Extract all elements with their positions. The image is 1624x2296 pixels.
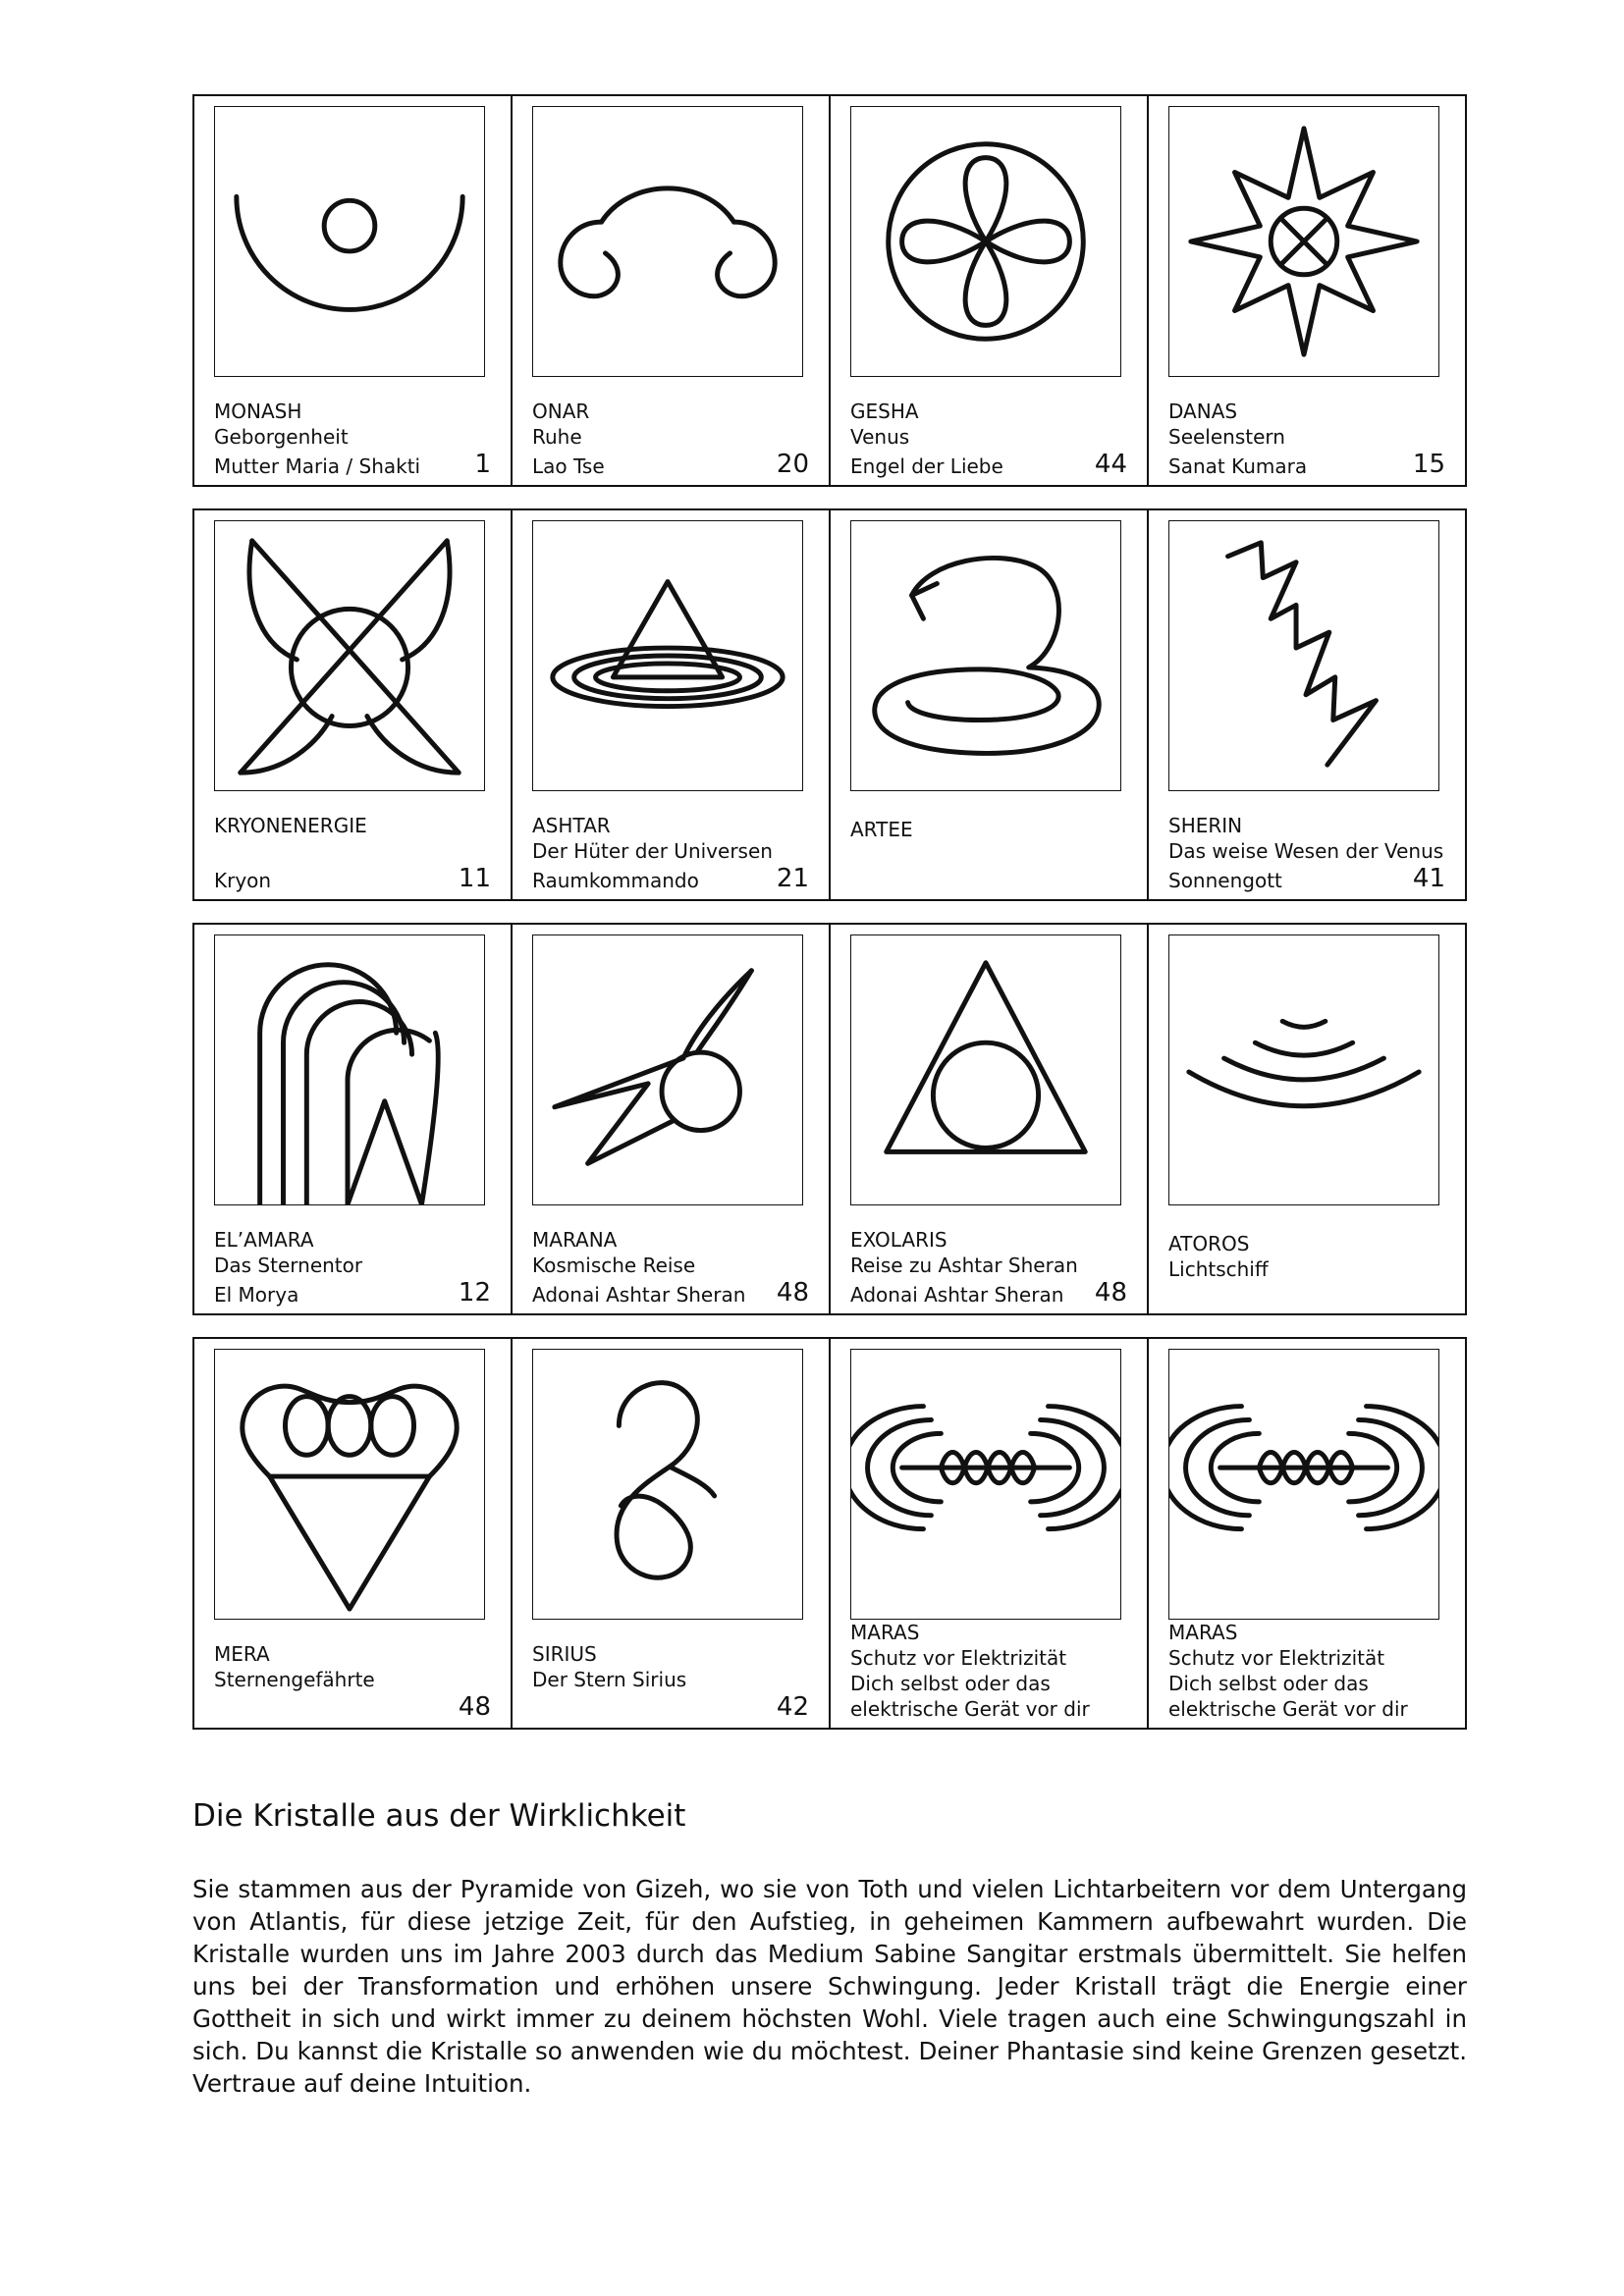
card-name: ARTEE <box>850 818 913 841</box>
crystal-card-monash <box>194 96 513 485</box>
crystal-card-atoros <box>1149 925 1465 1313</box>
crystal-card-exolaris <box>831 925 1149 1313</box>
card-label <box>532 1641 809 1722</box>
ashtar-symbol <box>532 520 803 791</box>
card-number: 41 <box>1412 864 1445 893</box>
crystal-card-onar <box>513 96 831 485</box>
elamara-symbol <box>214 934 485 1205</box>
card-label <box>1168 813 1445 893</box>
card-number: 21 <box>776 864 809 893</box>
card-number: 11 <box>458 864 491 893</box>
crystal-card-sirius <box>513 1339 831 1728</box>
exolaris-symbol <box>850 934 1121 1205</box>
card-label <box>214 1227 491 1308</box>
crystal-row-2 <box>192 508 1467 901</box>
card-name: EXOLARIS <box>850 1228 947 1252</box>
kryonenergie-symbol <box>214 520 485 791</box>
card-name: MERA <box>214 1642 270 1666</box>
card-label <box>1168 1231 1445 1308</box>
card-deity: Mutter Maria / Shakti <box>214 454 421 478</box>
card-label <box>532 399 809 479</box>
card-name: MARAS <box>850 1621 920 1644</box>
card-meaning: Seelenstern <box>1168 425 1285 449</box>
card-meaning: Kosmische Reise <box>532 1254 696 1277</box>
card-meaning: Geborgenheit <box>214 425 349 449</box>
card-meaning: Lichtschiff <box>1168 1257 1269 1281</box>
card-number: 42 <box>776 1692 809 1722</box>
card-meaning: Schutz vor Elektrizität <box>1168 1646 1385 1670</box>
card-deity-2: elektrische Gerät vor dir <box>1168 1697 1408 1721</box>
crystal-card-artee <box>831 510 1149 899</box>
crystal-card-mera <box>194 1339 513 1728</box>
card-name: DANAS <box>1168 400 1238 423</box>
card-number: 48 <box>458 1692 491 1722</box>
card-deity: El Morya <box>214 1283 299 1307</box>
atoros-symbol <box>1168 934 1439 1205</box>
card-number: 12 <box>458 1278 491 1308</box>
card-label <box>850 1620 1127 1722</box>
card-deity: Adonai Ashtar Sheran <box>850 1283 1064 1307</box>
card-meaning: Der Hüter der Universen <box>532 839 773 863</box>
maras-symbol <box>850 1349 1121 1620</box>
artee-symbol <box>850 520 1121 791</box>
card-label <box>214 1641 491 1722</box>
body-paragraph: Sie stammen aus der Pyramide von Gizeh, wo sie von Toth und vielen Lichtarbeitern vor dem Untergang von Atlantis, für diese jetzige Zeit, für den Aufstieg, in geheimen Kammern aufbewahrt wurden. Die Kristalle wurden uns im Jahre 2003 durch das Medium Sabine Sangitar erstmals übermittelt. Sie helfen uns bei der Transformation und erhöhen unsere Schwingung. Jeder Kristall trägt die Energie einer Gottheit in sich und wirkt immer zu deinem höchsten Wohl. Viele tragen auch eine Schwingungszahl in sich. Du kannst die Kristalle so anwenden wie du möchtest. Deiner Phantasie sind keine Grenzen gesetzt. Vertraue auf deine Intuition. <box>192 1875 1467 2098</box>
card-name: ATOROS <box>1168 1232 1250 1255</box>
card-meaning: Der Stern Sirius <box>532 1668 687 1691</box>
card-name: MARAS <box>1168 1621 1238 1644</box>
mera-symbol <box>214 1349 485 1620</box>
card-deity: Engel der Liebe <box>850 454 1003 478</box>
card-label <box>850 817 1127 893</box>
crystal-card-danas <box>1149 96 1465 485</box>
card-name: KRYONENERGIE <box>214 814 367 837</box>
card-name: SIRIUS <box>532 1642 597 1666</box>
card-name: MONASH <box>214 400 302 423</box>
gesha-symbol <box>850 106 1121 377</box>
maras-symbol <box>1168 1349 1439 1620</box>
card-meaning: Venus <box>850 425 910 449</box>
card-label <box>214 399 491 479</box>
card-deity: Kryon <box>214 869 272 892</box>
card-meaning: Schutz vor Elektrizität <box>850 1646 1067 1670</box>
card-number: 15 <box>1412 450 1445 479</box>
card-number: 48 <box>776 1278 809 1308</box>
card-label <box>850 1227 1127 1308</box>
crystal-card-maras-1 <box>831 1339 1149 1728</box>
card-number: 1 <box>474 450 491 479</box>
card-name: MARANA <box>532 1228 618 1252</box>
card-number: 48 <box>1094 1278 1127 1308</box>
card-deity: Adonai Ashtar Sheran <box>532 1283 746 1307</box>
card-deity: Sonnengott <box>1168 869 1282 892</box>
card-deity: Lao Tse <box>532 454 605 478</box>
crystal-row-3 <box>192 923 1467 1315</box>
card-name: GESHA <box>850 400 919 423</box>
card-name: ONAR <box>532 400 590 423</box>
danas-symbol <box>1168 106 1439 377</box>
card-label <box>532 813 809 893</box>
card-label <box>532 1227 809 1308</box>
card-label <box>850 399 1127 479</box>
card-deity: Dich selbst oder das <box>850 1672 1051 1695</box>
onar-symbol <box>532 106 803 377</box>
card-name: EL’AMARA <box>214 1228 314 1252</box>
marana-symbol <box>532 934 803 1205</box>
card-label <box>1168 399 1445 479</box>
crystal-card-kryonenergie <box>194 510 513 899</box>
monash-symbol <box>214 106 485 377</box>
card-deity: Dich selbst oder das <box>1168 1672 1369 1695</box>
crystal-card-sherin <box>1149 510 1465 899</box>
card-label <box>214 813 491 893</box>
card-deity: Sanat Kumara <box>1168 454 1308 478</box>
crystal-card-maras-2 <box>1149 1339 1465 1728</box>
card-meaning: Sternengefährte <box>214 1668 375 1691</box>
card-meaning: Das Sternentor <box>214 1254 363 1277</box>
crystal-card-ashtar <box>513 510 831 899</box>
card-label <box>1168 1620 1445 1722</box>
section-heading: Die Kristalle aus der Wirklichkeit <box>192 1798 686 1834</box>
card-number: 44 <box>1094 450 1127 479</box>
card-name: SHERIN <box>1168 814 1243 837</box>
card-meaning: Das weise Wesen der Venus <box>1168 839 1444 863</box>
card-meaning: Ruhe <box>532 425 582 449</box>
crystal-row-4 <box>192 1337 1467 1730</box>
crystal-card-gesha <box>831 96 1149 485</box>
crystal-card-elamara <box>194 925 513 1313</box>
sherin-symbol <box>1168 520 1439 791</box>
card-name: ASHTAR <box>532 814 611 837</box>
card-meaning: Reise zu Ashtar Sheran <box>850 1254 1078 1277</box>
sirius-symbol <box>532 1349 803 1620</box>
crystal-card-marana <box>513 925 831 1313</box>
card-deity-2: elektrische Gerät vor dir <box>850 1697 1090 1721</box>
crystal-row-1 <box>192 94 1467 487</box>
card-deity: Raumkommando <box>532 869 699 892</box>
card-number: 20 <box>776 450 809 479</box>
